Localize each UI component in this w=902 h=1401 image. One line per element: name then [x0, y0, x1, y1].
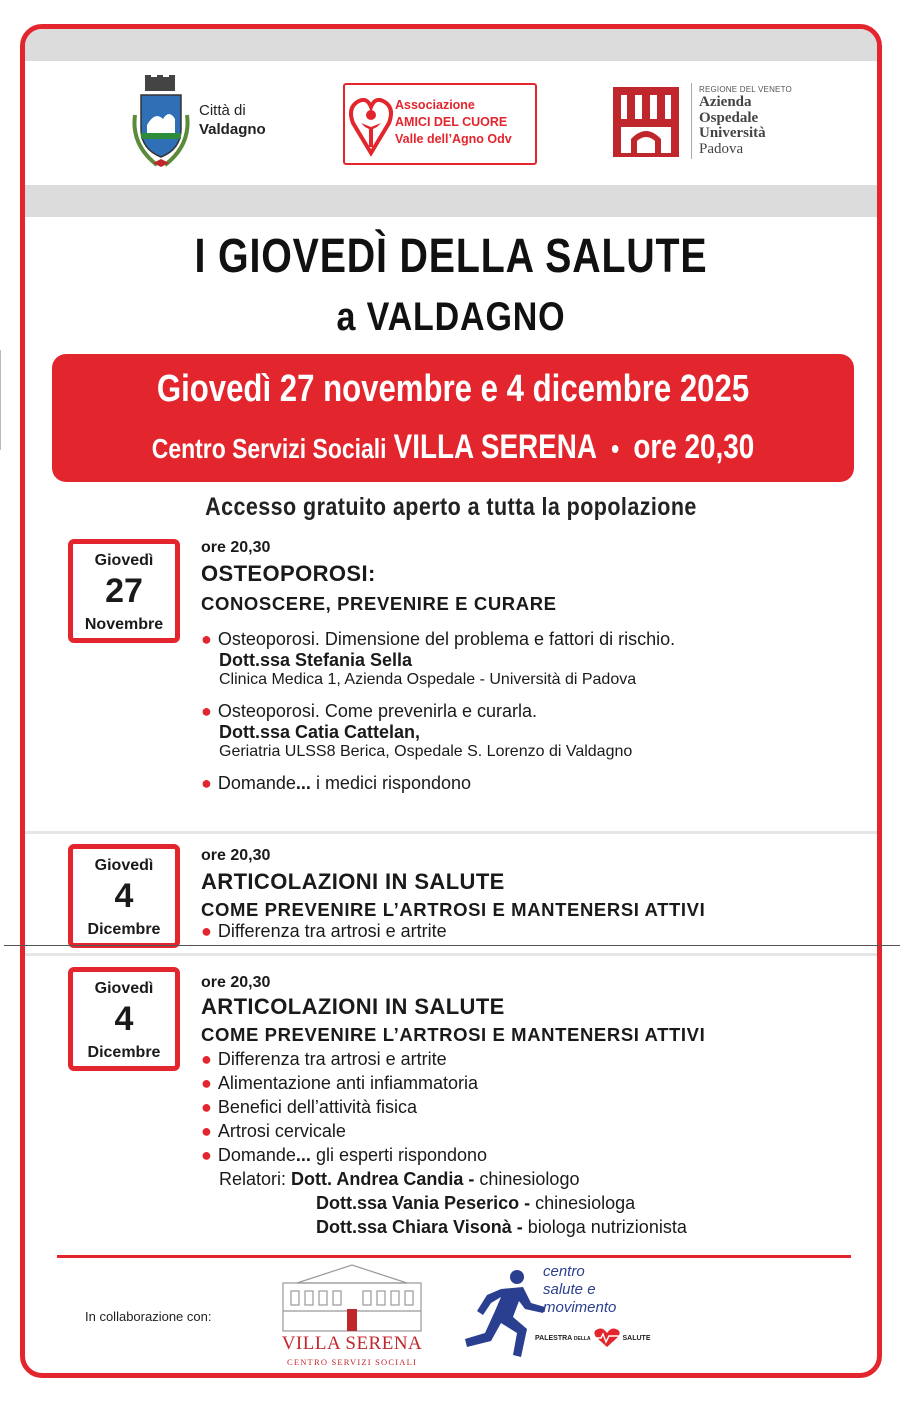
speaker-name: Dott.ssa Chiara Visonà -	[316, 1217, 523, 1237]
csm-line-3: movimento	[543, 1299, 617, 1316]
aopd-line-3: Università	[699, 125, 766, 141]
assoc-line-1: Associazione	[395, 98, 475, 112]
aopd-line-2: Ospedale	[699, 109, 759, 126]
bullet-icon: ●	[201, 1073, 212, 1093]
questions-ellipsis: ...	[295, 773, 311, 793]
topic-item	[201, 1047, 705, 1071]
bullet-icon: ●	[201, 629, 212, 649]
topic-item	[201, 1119, 705, 1143]
topic-text: Alimentazione anti infiammatoria	[217, 1073, 478, 1093]
topic-text: Differenza tra artrosi e artrite	[217, 921, 447, 941]
heart-person-icon	[349, 87, 393, 161]
overlay-thin-rule	[4, 945, 900, 946]
villa-serena-subtitle: CENTRO SERVIZI SOCIALI	[286, 1357, 418, 1367]
speaker-role: chinesiologo	[474, 1169, 580, 1189]
palestra-word: PALESTRA	[535, 1334, 572, 1342]
date-badge-day-label: Giovedì	[94, 980, 154, 997]
speakers-row	[201, 1167, 705, 1191]
section-divider	[25, 831, 877, 834]
collaboration-label: In collaborazione con:	[85, 1309, 212, 1324]
talk-speaker: Dott.ssa Catia Cattelan,	[219, 722, 421, 742]
date-venue-banner	[52, 354, 854, 482]
bullet-icon: ●	[201, 1145, 212, 1165]
banner-venue-line	[124, 428, 782, 467]
questions-prefix: Domande	[217, 773, 296, 793]
csm-line-2: salute e	[543, 1281, 596, 1298]
speaker-name: Dott.ssa Vania Peserico -	[316, 1193, 531, 1213]
topic-text: Differenza tra artrosi e artrite	[217, 1049, 447, 1069]
city-valdagno-logo	[129, 75, 289, 175]
speakers-row	[201, 1215, 705, 1239]
amici-del-cuore-logo	[343, 83, 537, 165]
date-badge-day-label: Giovedì	[94, 857, 154, 874]
talk-title: Osteoporosi. Dimensione del problema e fattori di rischio.	[217, 629, 676, 649]
topic-text: Benefici dell’attività fisica	[217, 1097, 417, 1117]
event-subheading: COME PREVENIRE L’ARTROSI E MANTENERSI ATTIVI	[201, 1024, 706, 1045]
palestra-label	[535, 1327, 650, 1349]
villa-building-icon	[277, 1261, 427, 1333]
event-heading: ARTICOLAZIONI IN SALUTE	[201, 994, 505, 1019]
topic-item	[201, 1071, 705, 1095]
speaker-role: biologa nutrizionista	[522, 1217, 687, 1237]
talk-speaker: Dott.ssa Stefania Sella	[219, 650, 413, 670]
date-badge-27-novembre	[68, 539, 180, 643]
aopd-line-1: Azienda	[699, 94, 752, 110]
heart-pulse-icon	[593, 1327, 621, 1349]
assoc-line-2: AMICI DEL CUORE	[395, 115, 508, 129]
bullet-icon: ●	[201, 1121, 212, 1141]
date-badge-month: Novembre	[84, 616, 164, 633]
venue-name: VILLA SERENA	[393, 428, 598, 466]
event-subheading: CONOSCERE, PREVENIRE E CURARE	[201, 593, 557, 614]
aopd-line-4: Padova	[699, 140, 744, 157]
villa-serena-name: VILLA SERENA	[281, 1333, 423, 1354]
event-articolazioni	[201, 971, 705, 1239]
page-edge-mark	[0, 350, 2, 450]
topic-item	[201, 1143, 705, 1167]
salute-word: SALUTE	[622, 1334, 651, 1342]
hospital-building-icon	[613, 83, 679, 159]
talk-item	[201, 701, 675, 761]
banner-dates: Giovedì 27 novembre e 4 dicembre 2025	[156, 368, 750, 410]
questions-suffix: i medici rispondono	[310, 773, 472, 793]
city-line-1: Città di	[199, 102, 246, 119]
bullet-icon: ●	[201, 701, 212, 721]
assoc-line-3: Valle dell’Agno Odv	[395, 132, 512, 146]
topic-text: Artrosi cervicale	[217, 1121, 346, 1141]
speaker-role: chinesiologa	[530, 1193, 636, 1213]
questions-ellipsis: ...	[295, 1145, 311, 1165]
bullet-icon: ●	[201, 1049, 212, 1069]
banner-bullet: •	[611, 433, 620, 464]
event-time: ore 20,30	[201, 974, 271, 991]
venue-prefix: Centro Servizi Sociali	[151, 433, 387, 464]
date-badge-day: 4	[114, 1000, 134, 1038]
talk-affiliation: Clinica Medica 1, Azienda Ospedale - Università di Padova	[219, 671, 637, 688]
topic-item	[201, 1095, 705, 1119]
banner-time: ore 20,30	[633, 428, 755, 466]
middle-grey-band	[25, 185, 877, 217]
bullet-icon: ●	[201, 1097, 212, 1117]
villa-serena-logo	[277, 1261, 427, 1373]
poster-title: I GIOVEDÌ DELLA SALUTE	[194, 230, 708, 283]
event-subheading: COME PREVENIRE L’ARTROSI E MANTENERSI ATTIVI	[201, 899, 706, 920]
centro-salute-movimento-logo	[461, 1263, 661, 1363]
questions-prefix: Domande	[217, 1145, 296, 1165]
date-badge-month: Dicembre	[87, 1044, 161, 1061]
talk-item	[201, 629, 675, 689]
date-badge-day: 27	[105, 572, 143, 610]
questions-suffix: gli esperti rispondono	[310, 1145, 488, 1165]
footer-red-rule	[57, 1255, 851, 1258]
poster-subtitle: a VALDAGNO	[336, 295, 566, 339]
event-heading: ARTICOLAZIONI IN SALUTE	[201, 869, 505, 894]
event-articolazioni-preview	[201, 847, 705, 951]
free-access-notice: Accesso gratuito aperto a tutta la popolazione	[205, 493, 697, 521]
date-badge-4-dicembre	[68, 967, 180, 1071]
date-badge-month: Dicembre	[87, 921, 161, 938]
speakers-label: Relatori:	[219, 1169, 287, 1189]
azienda-ospedale-padova-logo	[613, 83, 813, 167]
poster-frame	[20, 24, 882, 1378]
city-line-2: Valdagno	[199, 121, 266, 138]
bullet-icon: ●	[201, 921, 212, 941]
event-heading: OSTEOPOROSI:	[201, 561, 376, 586]
della-word: DELLA	[573, 1335, 591, 1342]
top-grey-band	[25, 29, 877, 61]
event-time: ore 20,30	[201, 539, 271, 556]
speakers-row	[201, 1191, 705, 1215]
section-divider	[25, 953, 877, 956]
event-osteoporosi	[201, 539, 675, 794]
regione-veneto-label: REGIONE DEL VENETO	[699, 85, 792, 94]
event-time: ore 20,30	[201, 847, 271, 864]
coat-of-arms-icon	[129, 75, 193, 171]
bullet-icon: ●	[201, 773, 212, 793]
date-badge-4-dicembre	[68, 844, 180, 948]
date-badge-day-label: Giovedì	[94, 552, 154, 569]
topic-item	[201, 921, 705, 942]
talk-item	[201, 773, 675, 794]
csm-line-1: centro	[543, 1263, 585, 1280]
date-badge-day: 4	[114, 877, 134, 915]
speaker-name: Dott. Andrea Candia -	[291, 1169, 475, 1189]
talk-title: Osteoporosi. Come prevenirla e curarla.	[217, 701, 538, 721]
talk-affiliation: Geriatria ULSS8 Berica, Ospedale S. Lorenzo di Valdagno	[219, 743, 633, 760]
logo-divider	[691, 83, 692, 159]
